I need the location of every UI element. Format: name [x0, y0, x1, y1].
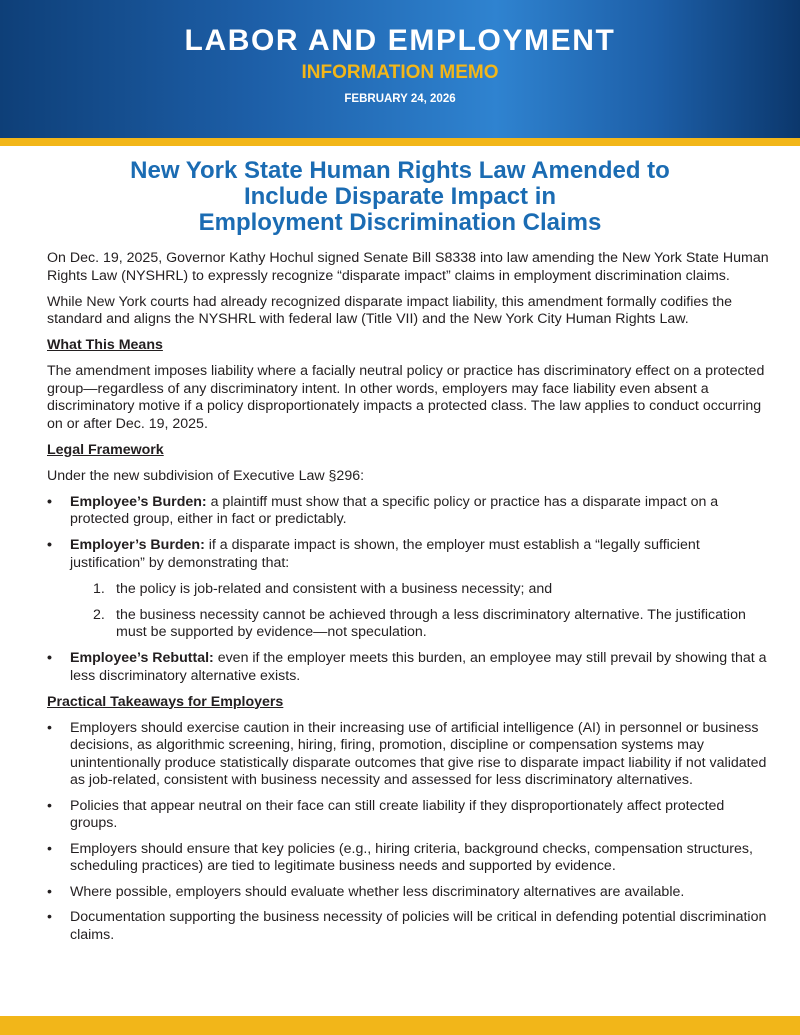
- what-this-means-paragraph: The amendment imposes liability where a facially neutral policy or practice has discriminatory effect on a protected group—regardless of any discriminatory intent. In other words, employers may face liability even absent a discriminatory motive if a policy disproportionately impacts a protected class. The law applies to conduct occurring on or after Dec. 19, 2025.: [47, 363, 765, 432]
- masthead-subtitle: INFORMATION MEMO: [301, 62, 499, 83]
- list-item: [47, 884, 769, 902]
- list-item: [47, 909, 769, 944]
- list-item: [47, 841, 769, 876]
- numbered-item-text: the policy is job-related and consistent with a business necessity; and: [116, 580, 553, 597]
- list-item-text: if a disparate impact is shown, the employer must establish a “legally sufficient justification” by demonstrating that:: [70, 537, 700, 571]
- list-item-employee-rebuttal: [47, 650, 769, 685]
- list-item-text: a plaintiff must show that a specific policy or practice has a disparate impact on a protected group, either in fact or predictably.: [70, 493, 719, 527]
- list-item-text: even if the employer meets this burden, an employee may still prevail by showing that a less discriminatory alternative exists.: [70, 650, 767, 684]
- masthead-title: LABOR AND EMPLOYMENT: [184, 24, 616, 57]
- title-line: Include Disparate Impact in: [243, 183, 557, 210]
- list-item-text: Employers should exercise caution in their increasing use of artificial intelligence (AI) in personnel or business decisions, as algorithmic screening, hiring, firing, promotion, discipline or compensation systems may unintentionally produce statistically disparate outcomes that give rise to disparate impact liability if not validated as job-related, consistent with business necessity and assessed for less discriminatory alternatives.: [70, 719, 767, 788]
- list-item-employer-burden: [47, 537, 769, 642]
- bullet-icon: •: [47, 797, 52, 814]
- memo-body: [47, 250, 769, 952]
- bullet-icon: •: [47, 493, 52, 510]
- memo-date: FEBRUARY 24, 2026: [344, 93, 456, 105]
- intro-paragraph: While New York courts had already recognized disparate impact liability, this amendment formally codifies the standard and aligns the NYSHRL with federal law (Title VII) and the New York City Human Rights Law.: [47, 293, 733, 327]
- list-item-text: Where possible, employers should evaluate whether less discriminatory alternatives are available.: [70, 883, 685, 900]
- list-item-lead: Employee’s Rebuttal:: [70, 650, 214, 666]
- bullet-icon: •: [47, 909, 52, 925]
- list-item-employee-burden: [47, 494, 769, 529]
- section-heading-practical-takeaways: Practical Takeaways for Employers: [47, 693, 284, 710]
- bullet-icon: •: [47, 537, 52, 553]
- bullet-icon: •: [47, 719, 52, 736]
- legal-framework-list: [47, 494, 769, 686]
- item-number: 2.: [93, 606, 105, 623]
- title-line: New York State Human Rights Law Amended to: [130, 157, 670, 184]
- section-heading-legal-framework: Legal Framework: [47, 441, 164, 458]
- list-item-text: Policies that appear neutral on their face can still create liability if they disproportionately affect protected groups.: [70, 797, 725, 831]
- list-item-lead: Employer’s Burden:: [70, 537, 205, 553]
- justification-list: [70, 581, 769, 642]
- list-item-text: Documentation supporting the business necessity of policies will be critical in defending potential discrimination claims.: [70, 909, 767, 943]
- gold-divider-top: [0, 138, 800, 146]
- numbered-item: [70, 607, 769, 642]
- bullet-icon: •: [47, 840, 52, 857]
- list-item: [47, 720, 769, 790]
- item-number: 1.: [93, 580, 105, 597]
- bullet-icon: •: [47, 650, 52, 666]
- masthead-banner: [0, 0, 800, 138]
- section-heading-what-this-means: What This Means: [47, 337, 163, 353]
- document-title: [40, 158, 760, 236]
- numbered-item-text: the business necessity cannot be achieved through a less discriminatory alternative. The justification must be supported by evidence—not speculation.: [116, 606, 746, 640]
- bullet-icon: •: [47, 883, 52, 900]
- legal-framework-intro: Under the new subdivision of Executive Law §296:: [47, 467, 365, 484]
- title-line: Employment Discrimination Claims: [198, 209, 602, 236]
- gold-footer-band: [0, 1016, 800, 1035]
- list-item: [47, 798, 769, 833]
- numbered-item: [70, 581, 769, 599]
- intro-paragraph: On Dec. 19, 2025, Governor Kathy Hochul signed Senate Bill S8338 into law amending the New York State Human Rights Law (NYSHRL) to expressly recognize “disparate impact” claims in employment discrimination claims.: [47, 250, 769, 284]
- list-item-text: Employers should ensure that key policies (e.g., hiring criteria, background checks, compensation structures, scheduling practices) are tied to legitimate business needs and supported by evidence.: [70, 840, 753, 874]
- takeaways-list: [47, 720, 769, 945]
- list-item-lead: Employee’s Burden:: [70, 493, 207, 510]
